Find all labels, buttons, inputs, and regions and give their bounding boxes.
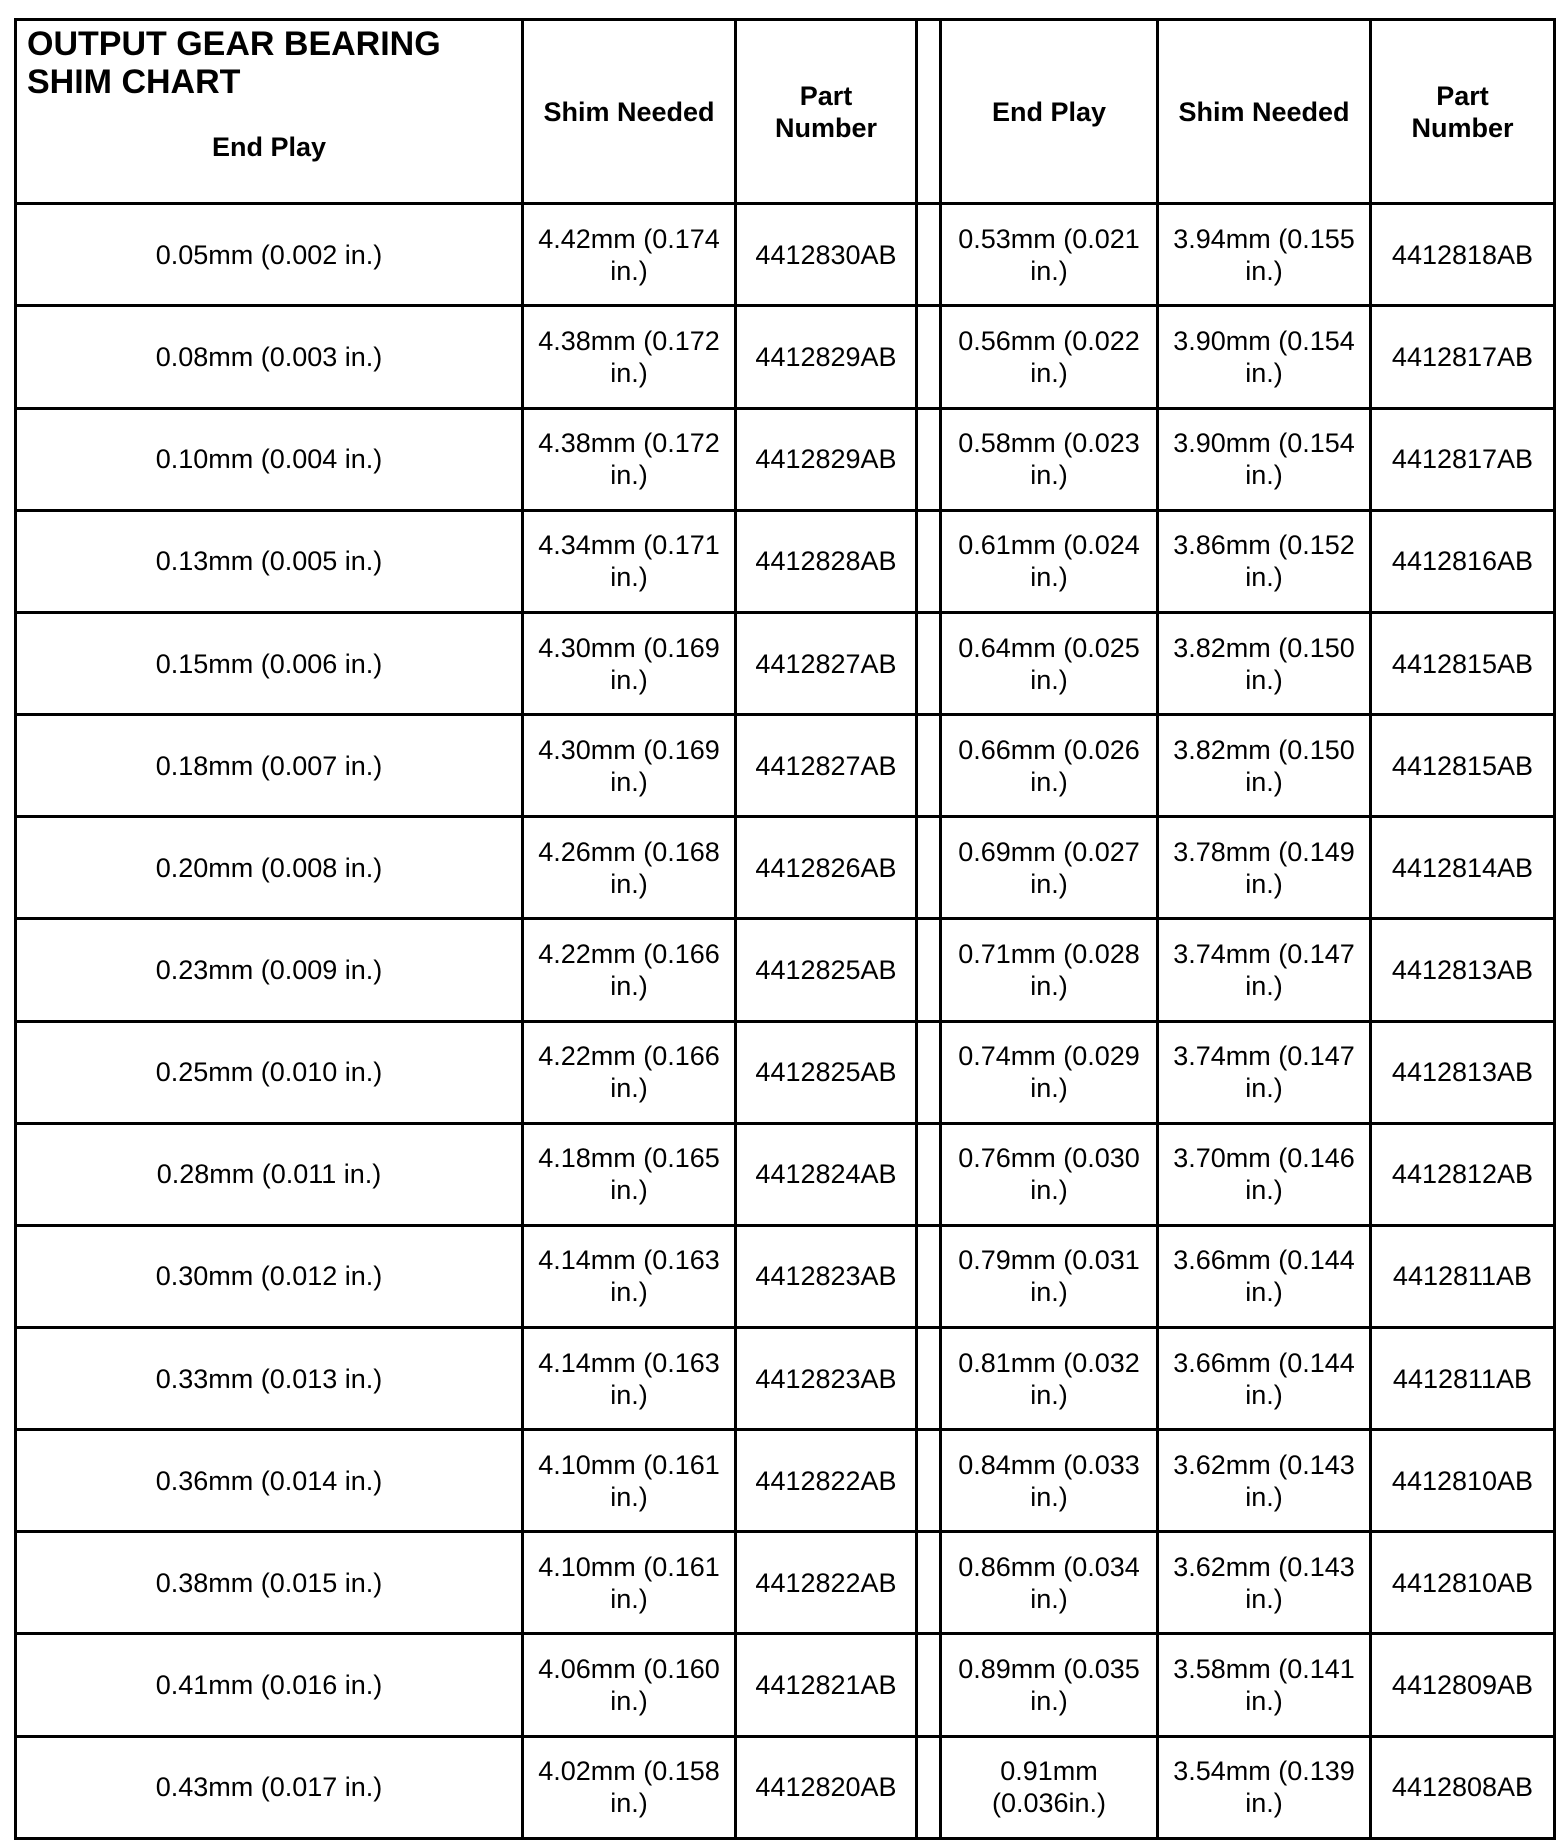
part-number-right-cell: 4412808AB <box>1371 1736 1555 1838</box>
end-play-left-cell: 0.28mm (0.011 in.) <box>16 1123 523 1225</box>
end-play-left-cell: 0.36mm (0.014 in.) <box>16 1430 523 1532</box>
end-play-right-cell-line-1: 0.71mm (0.028 <box>958 938 1140 969</box>
end-play-right-cell-line-1: 0.89mm (0.035 <box>958 1654 1140 1685</box>
end-play-right-cell <box>941 817 1158 919</box>
shim-needed-left-cell-line-2: in.) <box>610 1788 648 1819</box>
shim-needed-right-cell-line-1: 3.82mm (0.150 <box>1173 632 1355 663</box>
shim-needed-left-cell-line-2: in.) <box>610 1175 648 1206</box>
column-separator <box>917 306 941 408</box>
shim-needed-left-cell-line-1: 4.10mm (0.161 <box>538 1449 720 1480</box>
table-row <box>16 204 1555 306</box>
header-number-label: Number <box>774 112 877 143</box>
part-number-right-cell: 4412809AB <box>1371 1634 1555 1736</box>
end-play-right-cell-line-2: in.) <box>1030 1481 1068 1512</box>
header-part-number-right <box>1371 20 1555 204</box>
end-play-right-cell <box>941 1225 1158 1327</box>
end-play-right-cell <box>941 510 1158 612</box>
end-play-right-cell-line-2: in.) <box>1030 358 1068 389</box>
chart-title-line-2: SHIM CHART <box>27 63 241 101</box>
shim-needed-left-cell <box>523 1328 736 1430</box>
shim-needed-right-cell-line-1: 3.82mm (0.150 <box>1173 734 1355 765</box>
table-row <box>16 408 1555 510</box>
end-play-right-cell-line-1: 0.56mm (0.022 <box>958 326 1140 357</box>
table-row <box>16 715 1555 817</box>
shim-needed-left-cell-line-2: in.) <box>610 562 648 593</box>
shim-needed-right-cell-line-2: in.) <box>1245 1583 1283 1614</box>
header-end-play-left: End Play <box>211 132 327 162</box>
table-row <box>16 510 1555 612</box>
title-cell <box>16 20 523 204</box>
header-number-label: Number <box>1411 112 1514 143</box>
shim-needed-right-cell-line-1: 3.66mm (0.144 <box>1173 1347 1355 1378</box>
shim-needed-left-cell <box>523 1634 736 1736</box>
end-play-right-cell-line-2: in.) <box>1030 664 1068 695</box>
shim-needed-right-cell-line-1: 3.78mm (0.149 <box>1173 836 1355 867</box>
end-play-left-cell: 0.13mm (0.005 in.) <box>16 510 523 612</box>
end-play-right-cell-line-1: 0.69mm (0.027 <box>958 836 1140 867</box>
end-play-right-cell-line-2: in.) <box>1030 1583 1068 1614</box>
end-play-left-cell: 0.30mm (0.012 in.) <box>16 1225 523 1327</box>
end-play-right-cell <box>941 1123 1158 1225</box>
part-number-left-cell: 4412824AB <box>736 1123 917 1225</box>
table-row <box>16 306 1555 408</box>
shim-needed-right-cell <box>1158 1430 1371 1532</box>
end-play-left-cell: 0.41mm (0.016 in.) <box>16 1634 523 1736</box>
column-separator <box>917 1736 941 1838</box>
shim-needed-right-cell-line-1: 3.74mm (0.147 <box>1173 1041 1355 1072</box>
shim-needed-left-cell-line-1: 4.02mm (0.158 <box>538 1756 720 1787</box>
shim-needed-right-cell-line-2: in.) <box>1245 1379 1283 1410</box>
end-play-left-cell: 0.23mm (0.009 in.) <box>16 919 523 1021</box>
end-play-right-cell-line-1: 0.61mm (0.024 <box>958 530 1140 561</box>
end-play-right-cell <box>941 612 1158 714</box>
shim-needed-right-cell-line-2: in.) <box>1245 255 1283 286</box>
end-play-right-cell <box>941 1634 1158 1736</box>
end-play-left-cell: 0.38mm (0.015 in.) <box>16 1532 523 1634</box>
shim-needed-left-cell-line-2: in.) <box>610 664 648 695</box>
shim-needed-right-cell <box>1158 1736 1371 1838</box>
table-row <box>16 1430 1555 1532</box>
table-row <box>16 919 1555 1021</box>
shim-needed-left-cell-line-2: in.) <box>610 1073 648 1104</box>
end-play-right-cell-line-2: in.) <box>1030 460 1068 491</box>
part-number-left-cell: 4412827AB <box>736 612 917 714</box>
header-part-label: Part <box>799 80 853 111</box>
column-separator <box>917 20 941 204</box>
header-row <box>16 20 1555 204</box>
end-play-left-cell: 0.25mm (0.010 in.) <box>16 1021 523 1123</box>
end-play-right-cell-line-2: in.) <box>1030 868 1068 899</box>
header-shim-needed-right: Shim Needed <box>1158 20 1371 204</box>
table-row <box>16 1634 1555 1736</box>
part-number-right-cell: 4412817AB <box>1371 408 1555 510</box>
end-play-right-cell <box>941 306 1158 408</box>
shim-needed-right-cell <box>1158 1532 1371 1634</box>
end-play-right-cell-line-1: 0.81mm (0.032 <box>958 1347 1140 1378</box>
end-play-right-cell-line-1: 0.64mm (0.025 <box>958 632 1140 663</box>
part-number-right-cell: 4412811AB <box>1371 1328 1555 1430</box>
shim-needed-left-cell-line-1: 4.30mm (0.169 <box>538 632 720 663</box>
end-play-right-cell-line-1: 0.76mm (0.030 <box>958 1143 1140 1174</box>
shim-needed-right-cell-line-2: in.) <box>1245 1175 1283 1206</box>
end-play-right-cell <box>941 1328 1158 1430</box>
column-separator <box>917 204 941 306</box>
shim-needed-right-cell <box>1158 919 1371 1021</box>
table-row <box>16 1123 1555 1225</box>
part-number-right-cell: 4412818AB <box>1371 204 1555 306</box>
shim-needed-right-cell-line-2: in.) <box>1245 1481 1283 1512</box>
shim-needed-right-cell-line-1: 3.58mm (0.141 <box>1173 1654 1355 1685</box>
part-number-right-cell: 4412813AB <box>1371 1021 1555 1123</box>
shim-needed-right-cell-line-1: 3.62mm (0.143 <box>1173 1449 1355 1480</box>
column-separator <box>917 1430 941 1532</box>
end-play-left-cell: 0.05mm (0.002 in.) <box>16 204 523 306</box>
part-number-right-cell: 4412816AB <box>1371 510 1555 612</box>
shim-needed-right-cell <box>1158 1225 1371 1327</box>
shim-needed-right-cell <box>1158 1021 1371 1123</box>
shim-needed-right-cell-line-2: in.) <box>1245 970 1283 1001</box>
shim-needed-left-cell-line-1: 4.10mm (0.161 <box>538 1551 720 1582</box>
column-separator <box>917 1225 941 1327</box>
end-play-right-cell-line-1: 0.74mm (0.029 <box>958 1041 1140 1072</box>
end-play-right-cell-line-2: in.) <box>1030 970 1068 1001</box>
column-separator <box>917 715 941 817</box>
column-separator <box>917 1532 941 1634</box>
shim-needed-right-cell-line-2: in.) <box>1245 766 1283 797</box>
shim-needed-left-cell-line-1: 4.26mm (0.168 <box>538 836 720 867</box>
end-play-right-cell-line-2: in.) <box>1030 1073 1068 1104</box>
shim-needed-left-cell <box>523 204 736 306</box>
part-number-left-cell: 4412829AB <box>736 306 917 408</box>
part-number-left-cell: 4412825AB <box>736 1021 917 1123</box>
part-number-left-cell: 4412822AB <box>736 1430 917 1532</box>
shim-needed-right-cell-line-2: in.) <box>1245 1277 1283 1308</box>
shim-needed-right-cell <box>1158 1328 1371 1430</box>
shim-needed-right-cell-line-2: in.) <box>1245 1788 1283 1819</box>
end-play-right-cell-line-2: in.) <box>1030 255 1068 286</box>
shim-needed-left-cell <box>523 1225 736 1327</box>
shim-needed-right-cell-line-2: in.) <box>1245 664 1283 695</box>
header-end-play-right: End Play <box>941 20 1158 204</box>
header-part-number-left <box>736 20 917 204</box>
part-number-left-cell: 4412821AB <box>736 1634 917 1736</box>
end-play-right-cell <box>941 204 1158 306</box>
header-part-label: Part <box>1436 80 1489 111</box>
part-number-left-cell: 4412829AB <box>736 408 917 510</box>
table-row <box>16 612 1555 714</box>
shim-needed-right-cell <box>1158 204 1371 306</box>
shim-needed-left-cell <box>523 408 736 510</box>
part-number-left-cell: 4412828AB <box>736 510 917 612</box>
end-play-right-cell-line-2: in.) <box>1030 1379 1068 1410</box>
part-number-right-cell: 4412813AB <box>1371 919 1555 1021</box>
shim-needed-left-cell-line-1: 4.06mm (0.160 <box>538 1654 720 1685</box>
shim-needed-left-cell <box>523 715 736 817</box>
table-row <box>16 1328 1555 1430</box>
part-number-right-cell: 4412812AB <box>1371 1123 1555 1225</box>
shim-needed-left-cell <box>523 1430 736 1532</box>
end-play-right-cell-line-2: in.) <box>1030 1277 1068 1308</box>
shim-needed-right-cell <box>1158 510 1371 612</box>
shim-needed-right-cell-line-1: 3.74mm (0.147 <box>1173 938 1355 969</box>
shim-needed-left-cell <box>523 306 736 408</box>
table-row <box>16 1736 1555 1838</box>
table-row <box>16 1532 1555 1634</box>
shim-needed-left-cell-line-2: in.) <box>610 460 648 491</box>
end-play-right-cell <box>941 919 1158 1021</box>
shim-needed-left-cell-line-1: 4.14mm (0.163 <box>538 1245 720 1276</box>
end-play-right-cell-line-1: 0.53mm (0.021 <box>958 223 1140 254</box>
end-play-right-cell <box>941 408 1158 510</box>
shim-needed-right-cell <box>1158 408 1371 510</box>
column-separator <box>917 612 941 714</box>
shim-needed-right-cell <box>1158 715 1371 817</box>
part-number-left-cell: 4412823AB <box>736 1225 917 1327</box>
shim-needed-right-cell <box>1158 817 1371 919</box>
end-play-right-cell-line-2: in.) <box>1030 766 1068 797</box>
end-play-right-cell-line-1: 0.84mm (0.033 <box>958 1449 1140 1480</box>
part-number-left-cell: 4412820AB <box>736 1736 917 1838</box>
shim-needed-left-cell <box>523 510 736 612</box>
table-row <box>16 1225 1555 1327</box>
shim-needed-left-cell-line-2: in.) <box>610 970 648 1001</box>
shim-needed-right-cell-line-1: 3.66mm (0.144 <box>1173 1245 1355 1276</box>
shim-needed-left-cell <box>523 1736 736 1838</box>
shim-needed-right-cell-line-1: 3.94mm (0.155 <box>1173 223 1355 254</box>
end-play-right-cell-line-2: in.) <box>1030 562 1068 593</box>
column-separator <box>917 408 941 510</box>
shim-needed-right-cell-line-1: 3.90mm (0.154 <box>1173 326 1355 357</box>
end-play-left-cell: 0.08mm (0.003 in.) <box>16 306 523 408</box>
header-shim-needed-left: Shim Needed <box>523 20 736 204</box>
part-number-right-cell: 4412811AB <box>1371 1225 1555 1327</box>
shim-needed-left-cell-line-1: 4.22mm (0.166 <box>538 1041 720 1072</box>
end-play-right-cell <box>941 1021 1158 1123</box>
shim-needed-right-cell <box>1158 1123 1371 1225</box>
column-separator <box>917 510 941 612</box>
part-number-right-cell: 4412815AB <box>1371 612 1555 714</box>
shim-needed-right-cell-line-2: in.) <box>1245 358 1283 389</box>
shim-needed-left-cell-line-1: 4.22mm (0.166 <box>538 938 720 969</box>
table-row <box>16 1021 1555 1123</box>
column-separator <box>917 1328 941 1430</box>
shim-needed-right-cell <box>1158 612 1371 714</box>
shim-needed-right-cell <box>1158 1634 1371 1736</box>
shim-needed-right-cell-line-2: in.) <box>1245 1073 1283 1104</box>
shim-needed-left-cell <box>523 817 736 919</box>
column-separator <box>917 1123 941 1225</box>
shim-needed-left-cell <box>523 1021 736 1123</box>
end-play-right-cell <box>941 1430 1158 1532</box>
shim-needed-right-cell-line-2: in.) <box>1245 1686 1283 1717</box>
shim-chart-table <box>14 18 1556 1840</box>
column-separator <box>917 817 941 919</box>
shim-needed-right-cell-line-2: in.) <box>1245 460 1283 491</box>
end-play-left-cell: 0.33mm (0.013 in.) <box>16 1328 523 1430</box>
part-number-left-cell: 4412823AB <box>736 1328 917 1430</box>
shim-needed-left-cell <box>523 1532 736 1634</box>
shim-needed-left-cell-line-1: 4.34mm (0.171 <box>538 530 720 561</box>
shim-needed-left-cell-line-2: in.) <box>610 1277 648 1308</box>
shim-needed-left-cell-line-2: in.) <box>610 358 648 389</box>
shim-needed-right-cell-line-1: 3.54mm (0.139 <box>1173 1756 1355 1787</box>
shim-needed-right-cell-line-1: 3.62mm (0.143 <box>1173 1551 1355 1582</box>
end-play-left-cell: 0.43mm (0.017 in.) <box>16 1736 523 1838</box>
end-play-right-cell <box>941 715 1158 817</box>
column-separator <box>917 919 941 1021</box>
part-number-right-cell: 4412814AB <box>1371 817 1555 919</box>
end-play-right-cell-line-1: 0.58mm (0.023 <box>958 428 1140 459</box>
part-number-left-cell: 4412822AB <box>736 1532 917 1634</box>
shim-needed-left-cell-line-1: 4.38mm (0.172 <box>538 326 720 357</box>
end-play-right-cell-line-1: 0.91mm <box>1000 1756 1098 1787</box>
column-separator <box>917 1634 941 1736</box>
end-play-right-cell-line-2: in.) <box>1030 1686 1068 1717</box>
end-play-right-cell-line-1: 0.79mm (0.031 <box>958 1245 1140 1276</box>
shim-needed-left-cell-line-1: 4.30mm (0.169 <box>538 734 720 765</box>
end-play-right-cell-line-1: 0.66mm (0.026 <box>958 734 1140 765</box>
shim-needed-left-cell-line-2: in.) <box>610 1583 648 1614</box>
shim-needed-left-cell <box>523 1123 736 1225</box>
shim-needed-left-cell-line-1: 4.14mm (0.163 <box>538 1347 720 1378</box>
part-number-left-cell: 4412825AB <box>736 919 917 1021</box>
shim-needed-right-cell-line-2: in.) <box>1245 562 1283 593</box>
shim-needed-left-cell <box>523 612 736 714</box>
end-play-right-cell <box>941 1736 1158 1838</box>
part-number-left-cell: 4412827AB <box>736 715 917 817</box>
shim-needed-right-cell <box>1158 306 1371 408</box>
shim-needed-left-cell-line-2: in.) <box>610 1686 648 1717</box>
shim-needed-left-cell-line-1: 4.42mm (0.174 <box>538 223 720 254</box>
shim-needed-left-cell-line-2: in.) <box>610 1481 648 1512</box>
shim-needed-left-cell-line-1: 4.38mm (0.172 <box>538 428 720 459</box>
shim-needed-left-cell-line-2: in.) <box>610 766 648 797</box>
shim-needed-left-cell <box>523 919 736 1021</box>
end-play-right-cell-line-1: 0.86mm (0.034 <box>958 1551 1140 1582</box>
part-number-left-cell: 4412826AB <box>736 817 917 919</box>
end-play-right-cell-line-2: (0.036in.) <box>991 1788 1107 1819</box>
end-play-left-cell: 0.10mm (0.004 in.) <box>16 408 523 510</box>
end-play-left-cell: 0.18mm (0.007 in.) <box>16 715 523 817</box>
end-play-left-cell: 0.20mm (0.008 in.) <box>16 817 523 919</box>
shim-needed-left-cell-line-2: in.) <box>610 255 648 286</box>
part-number-right-cell: 4412815AB <box>1371 715 1555 817</box>
shim-needed-right-cell-line-1: 3.90mm (0.154 <box>1173 428 1355 459</box>
end-play-left-cell: 0.15mm (0.006 in.) <box>16 612 523 714</box>
chart-title-line-1: OUTPUT GEAR BEARING <box>27 25 441 63</box>
shim-needed-left-cell-line-2: in.) <box>610 1379 648 1410</box>
part-number-right-cell: 4412810AB <box>1371 1430 1555 1532</box>
shim-needed-right-cell-line-2: in.) <box>1245 868 1283 899</box>
table-row <box>16 817 1555 919</box>
shim-needed-right-cell-line-1: 3.86mm (0.152 <box>1173 530 1355 561</box>
end-play-right-cell-line-2: in.) <box>1030 1175 1068 1206</box>
part-number-left-cell: 4412830AB <box>736 204 917 306</box>
shim-needed-right-cell-line-1: 3.70mm (0.146 <box>1173 1143 1355 1174</box>
end-play-right-cell <box>941 1532 1158 1634</box>
shim-needed-left-cell-line-1: 4.18mm (0.165 <box>538 1143 720 1174</box>
shim-needed-left-cell-line-2: in.) <box>610 868 648 899</box>
part-number-right-cell: 4412810AB <box>1371 1532 1555 1634</box>
part-number-right-cell: 4412817AB <box>1371 306 1555 408</box>
column-separator <box>917 1021 941 1123</box>
